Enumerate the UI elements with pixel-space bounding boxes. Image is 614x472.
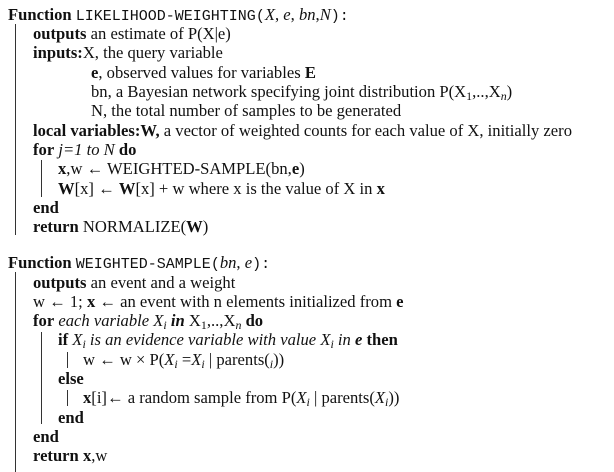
init-line: w ← 1; x ← an event with n elements initialized from e bbox=[33, 292, 404, 311]
loop-line-2: W[x] ← W[x] + w where x is the value of X in x bbox=[58, 179, 385, 198]
else-line: else bbox=[58, 369, 84, 388]
for-line: for each variable $X_i$ in $X_1,..,X_n$ do bbox=[33, 311, 264, 332]
then-body: w ← $w \times P(X_i =X_i$ | $parents(_i)$) bbox=[83, 350, 285, 371]
param-e: e bbox=[283, 5, 291, 24]
loop-bar bbox=[41, 332, 42, 424]
local-variables-line: local variables:W, a vector of weighted counts for each value of X, initially zero bbox=[33, 121, 572, 140]
input-n: N, the total number of samples to be generated bbox=[91, 101, 402, 120]
if-line: if $X_i$ is an evidence variable with value $X_i$ in e then bbox=[58, 330, 398, 351]
else-body: x[i]← a random sample from $P(X_i$ | $parents(X_i)$) bbox=[83, 388, 400, 409]
for-line: for j=1 to N do bbox=[33, 140, 137, 159]
function-keyword: Function bbox=[8, 253, 72, 272]
else-bar bbox=[67, 390, 68, 406]
function-name: LIKELIHOOD-WEIGHTING bbox=[75, 8, 256, 25]
function-keyword: Function bbox=[8, 5, 72, 24]
loop-bar bbox=[41, 160, 42, 197]
end-for-line: end bbox=[33, 427, 59, 446]
then-bar bbox=[67, 352, 68, 368]
end-if-line: end bbox=[58, 408, 84, 427]
param-e: e bbox=[244, 253, 253, 272]
param-bn: bn bbox=[298, 5, 316, 24]
loop-line-1: x,w ← WEIGHTED-SAMPLE(bn,e) bbox=[58, 159, 305, 178]
function-name: WEIGHTED-SAMPLE bbox=[75, 256, 211, 273]
outputs-line: outputs an estimate of P(X|e) bbox=[33, 24, 231, 43]
input-e: e, observed values for variables E bbox=[91, 63, 316, 82]
end-line: end bbox=[33, 198, 59, 217]
param-x: X bbox=[264, 5, 275, 24]
input-bn: bn, a Bayesian network specifying joint distribution $P(X_1,..,X_n)$ bbox=[91, 82, 513, 103]
outputs-line: outputs an event and a weight bbox=[33, 273, 236, 292]
block-bar bbox=[15, 272, 16, 472]
return-line: return NORMALIZE(W) bbox=[33, 217, 209, 236]
return-line: return x,w bbox=[33, 446, 108, 465]
function-header-1: Function LIKELIHOOD-WEIGHTING(X, e, bn,N): bbox=[8, 5, 349, 25]
param-n: N bbox=[319, 5, 331, 24]
param-bn: bn bbox=[219, 253, 237, 272]
function-header-2: Function WEIGHTED-SAMPLE(bn, e): bbox=[8, 253, 271, 273]
inputs-line: inputs:X, the query variable bbox=[33, 43, 223, 62]
block-bar bbox=[15, 24, 16, 235]
